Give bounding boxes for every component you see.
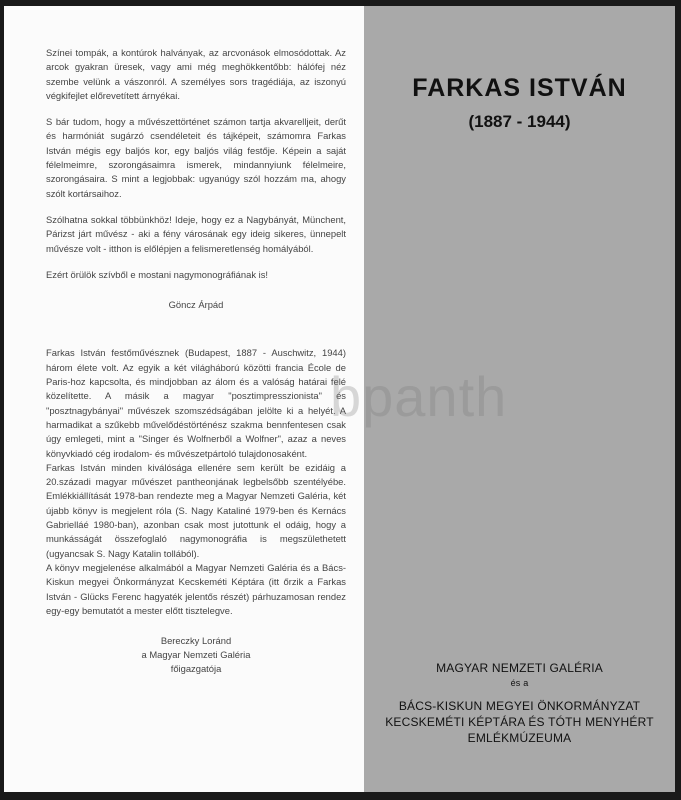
intro-paragraph: Farkas István minden kiválósága ellenére sem került be ezidáig a 20.századi magyar művészet pantheonjának legbelsőbb szentélyébe. Emlékkiállítását 1978-ban rendezte meg a Magyar Nemzeti Galéria, két újabb könyv is megjelent róla (S. Nagy Kataliné 1979-ben és Kernács Gabrielláé 1980-ban), azonban csak most jutottunk el odáig, hogy a munkásságát összefoglaló nagymonográfia is megszülethetett (ugyancsak S. Nagy Katalin tollából).: [46, 461, 346, 559]
foreword-signature: Göncz Árpád: [168, 299, 224, 311]
publisher-name-1: MAGYAR NEMZETI GALÉRIA: [436, 661, 603, 675]
publisher-name-2-line-2: KECSKEMÉTI KÉPTÁRA ÉS TÓTH MENYHÉRT: [385, 715, 654, 729]
foreword-paragraph: S bár tudom, hogy a művészettörténet számon tartja akvarelljeit, derűt és harmóniát sugárzó csendéleteit és tájképeit, számomra Farkas István mégis egy baljós kor, egy baljós világ festője. Képein a saját félelmeimre, szorongásaimra ismerek, mindannyiunk félelmeire, szorongásaira. S mint a legjobbak: ugyanúgy szól hozzám ma, ahogy szólt kortársaihoz.: [46, 116, 346, 199]
foreword-paragraph: Szólhatna sokkal többünkhöz! Ideje, hogy ez a Nagybányát, Münchent, Párizst járt művész - aki a fény városának egy ideig sikeres, ünnepelt művésze volt - itthon is előlépjen a felismeretlenség homályából.: [46, 213, 346, 254]
intro-paragraph: A könyv megjelenése alkalmából a Magyar Nemzeti Galéria és a Bács-Kiskun megyei Önkormányzat Kecskeméti Képtára (itt őrzik a Farkas István - Glücks Ferenc hagyaték jelentős részét) párhuzamosan rendez egy-egy bemutatót a mester előtt tisztelegve.: [46, 561, 346, 616]
foreword-paragraph: Színei tompák, a kontúrok halványak, az arcvonások elmosódottak. Az arcok gyakran üresek, vagy ami még meghökkentőbb: hálófej néz szembe velünk a vászonról. A személyes sors tragédiája, az iszonyú végkifejlet előrevetített árnyékai.: [46, 47, 346, 101]
intro-paragraph: Farkas István festőművésznek (Budapest, 1887 - Auschwitz, 1944) három élete volt. Az egyik a két világháború közötti francia École de Paris-hoz kapcsolta, és mindjobban az álom és a valóság határai felé közelítette. A másik a magyar "posztimpresszionista" és "posztnagybányai" művészek szomszédságában jelölte ki a helyét. A harmadikat a szűkebb művelődéstörténész szakma bennfentesen csak úgy emlegeti, mint a "Singer és Wolfnerből a Wolfner", azaz a neves könyvkiadó cég irodalom- és művészetpártoló tulajdonosaként.: [46, 347, 346, 459]
watermark: bpanth: [330, 365, 508, 428]
publisher-and: és a: [510, 678, 529, 688]
intro-signature-name: Bereczky Loránd: [160, 635, 232, 647]
publisher-name-2-line-1: BÁCS-KISKUN MEGYEI ÖNKORMÁNYZAT: [398, 699, 641, 713]
introduction: [46, 346, 346, 676]
intro-signature-title: főigazgatója: [170, 663, 222, 675]
publisher-block: [364, 660, 675, 746]
section-gap: [46, 312, 346, 346]
intro-signature-role: a Magyar Nemzeti Galéria: [141, 649, 251, 661]
cover-years: (1887 - 1944): [468, 112, 571, 131]
left-page: [4, 6, 364, 792]
cover-title: FARKAS ISTVÁN: [412, 74, 627, 102]
publisher-name-2-line-3: EMLÉKMÚZEUMA: [467, 731, 572, 745]
foreword-paragraph: Ezért örülök szívből e mostani nagymonográfiának is!: [46, 268, 268, 280]
